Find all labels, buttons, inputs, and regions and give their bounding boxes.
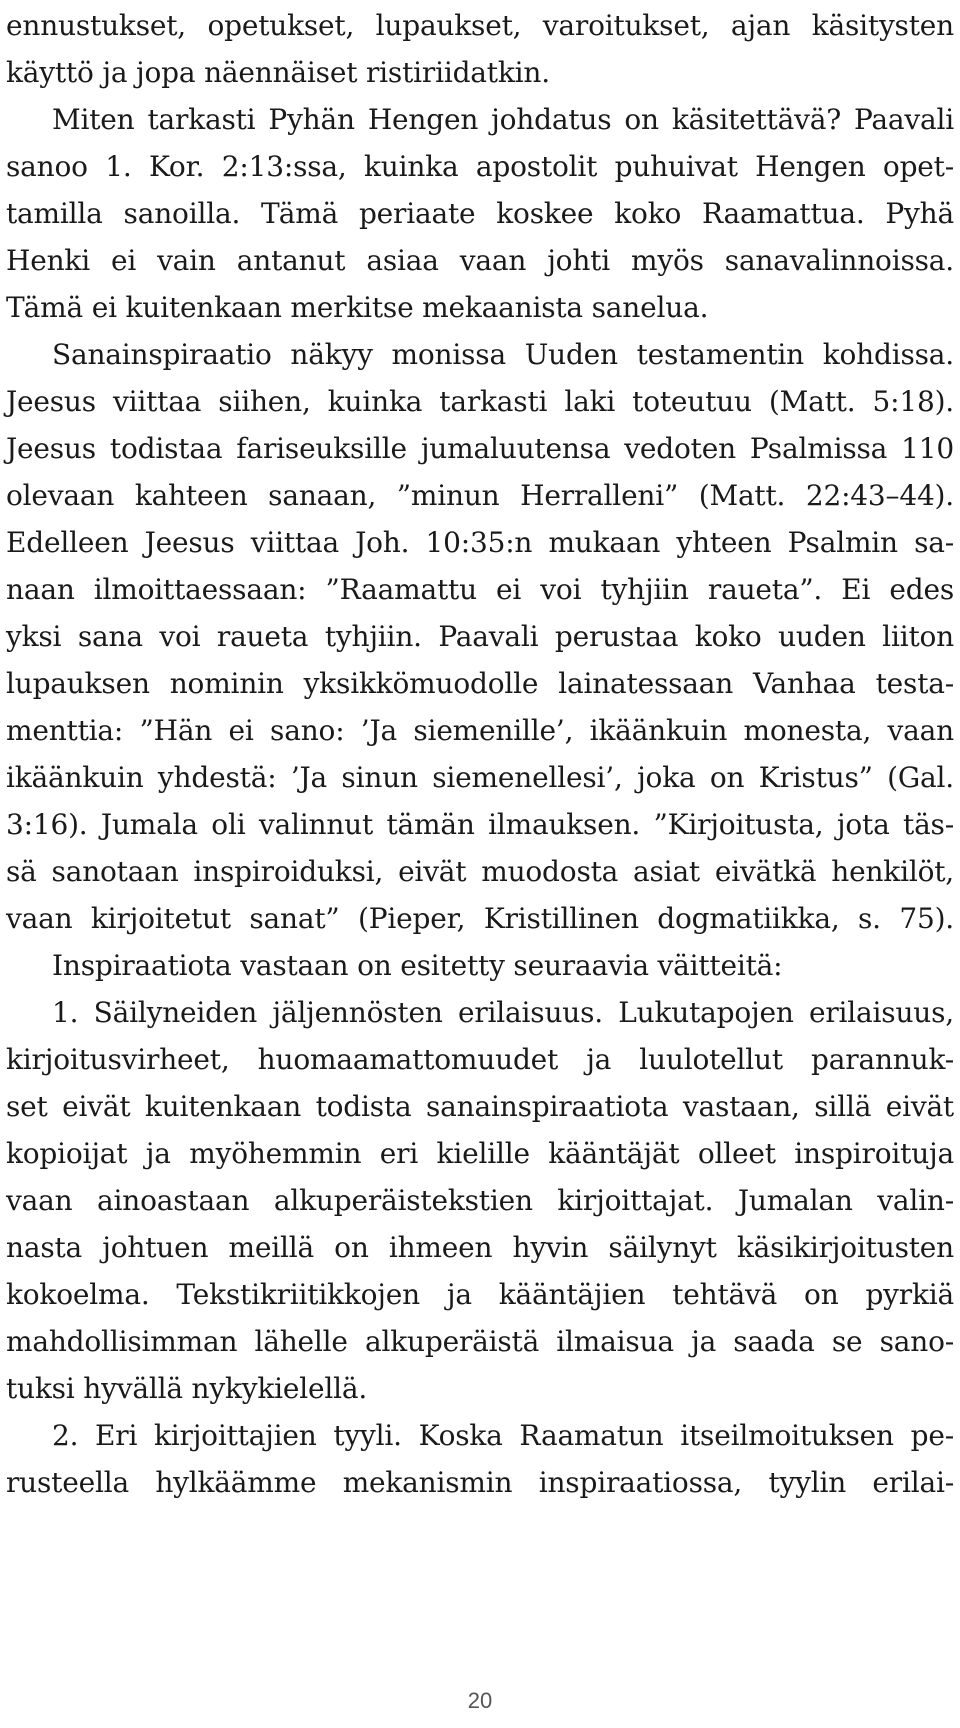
paragraph-start-line: Sanainspiraatio näkyy monissa Uuden testamentin kohdissa. xyxy=(52,338,954,371)
paragraph-start-line: Miten tarkasti Pyhän Hengen johdatus on käsitettävä? Paavali xyxy=(52,103,954,136)
text-line: rusteella hylkäämme mekanismin inspiraatiossa, tyylin erilai- xyxy=(6,1466,954,1499)
text-line: Edelleen Jeesus viittaa Joh. 10:35:n mukaan yhteen Psalmin sa- xyxy=(6,526,954,559)
text-line: vaan kirjoitetut sanat” (Pieper, Kristillinen dogmatiikka, s. 75). xyxy=(6,902,954,935)
text-line: menttia: ”Hän ei sano: ’Ja siemenille’, ikäänkuin monesta, vaan xyxy=(6,714,954,747)
paragraph-start-line: Inspiraatiota vastaan on esitetty seuraavia väitteitä: xyxy=(52,949,783,982)
text-line: Jeesus viittaa siihen, kuinka tarkasti laki toteutuu (Matt. 5:18). xyxy=(6,385,954,418)
text-line: 3:16). Jumala oli valinnut tämän ilmauksen. ”Kirjoitusta, jota täs- xyxy=(6,808,954,841)
page-number: 20 xyxy=(467,1688,493,1713)
text-line: ikäänkuin yhdestä: ’Ja sinun siemenellesi’, joka on Kristus” (Gal. xyxy=(6,761,954,794)
text-line: naan ilmoittaessaan: ”Raamattu ei voi tyhjiin raueta”. Ei edes xyxy=(6,573,954,606)
text-line: nasta johtuen meillä on ihmeen hyvin säilynyt käsikirjoitusten xyxy=(6,1231,954,1264)
text-line: Henki ei vain antanut asiaa vaan johti myös sanavalinnoissa. xyxy=(6,244,954,277)
text-line: Jeesus todistaa fariseuksille jumaluutensa vedoten Psalmissa 110 xyxy=(6,432,954,465)
text-line: set eivät kuitenkaan todista sanainspiraatiota vastaan, sillä eivät xyxy=(6,1090,954,1123)
text-line: vaan ainoastaan alkuperäistekstien kirjoittajat. Jumalan valin- xyxy=(6,1184,954,1217)
text-line: ennustukset, opetukset, lupaukset, varoitukset, ajan käsitysten xyxy=(6,9,954,42)
text-line: yksi sana voi raueta tyhjiin. Paavali perustaa koko uuden liiton xyxy=(6,620,954,653)
paragraph-start-line: 1. Säilyneiden jäljennösten erilaisuus. Lukutapojen erilaisuus, xyxy=(52,996,954,1029)
text-line: käyttö ja jopa näennäiset ristiriidatkin. xyxy=(6,56,550,89)
text-line: mahdollisimman lähelle alkuperäistä ilmaisua ja saada se sano- xyxy=(6,1325,954,1358)
text-line: kokoelma. Tekstikriitikkojen ja kääntäjien tehtävä on pyrkiä xyxy=(6,1278,954,1311)
text-line: lupauksen nominin yksikkömuodolle lainatessaan Vanhaa testa- xyxy=(6,667,954,700)
text-line: tamilla sanoilla. Tämä periaate koskee koko Raamattua. Pyhä xyxy=(6,197,954,230)
text-line: Tämä ei kuitenkaan merkitse mekaanista sanelua. xyxy=(6,291,709,324)
text-line: kopioijat ja myöhemmin eri kielille kääntäjät olleet inspiroituja xyxy=(6,1137,954,1170)
text-line: tuksi hyvällä nykykielellä. xyxy=(6,1372,368,1405)
text-line: olevaan kahteen sanaan, ”minun Herralleni” (Matt. 22:43–44). xyxy=(6,479,954,512)
text-line: sä sanotaan inspiroiduksi, eivät muodosta asiat eivätkä henkilöt, xyxy=(6,855,954,888)
paragraph-start-line: 2. Eri kirjoittajien tyyli. Koska Raamatun itseilmoituksen pe- xyxy=(52,1419,954,1452)
text-line: kirjoitusvirheet, huomaamattomuudet ja luulotellut parannuk- xyxy=(6,1043,954,1076)
text-line: sanoo 1. Kor. 2:13:ssa, kuinka apostolit puhuivat Hengen opet- xyxy=(6,150,954,183)
